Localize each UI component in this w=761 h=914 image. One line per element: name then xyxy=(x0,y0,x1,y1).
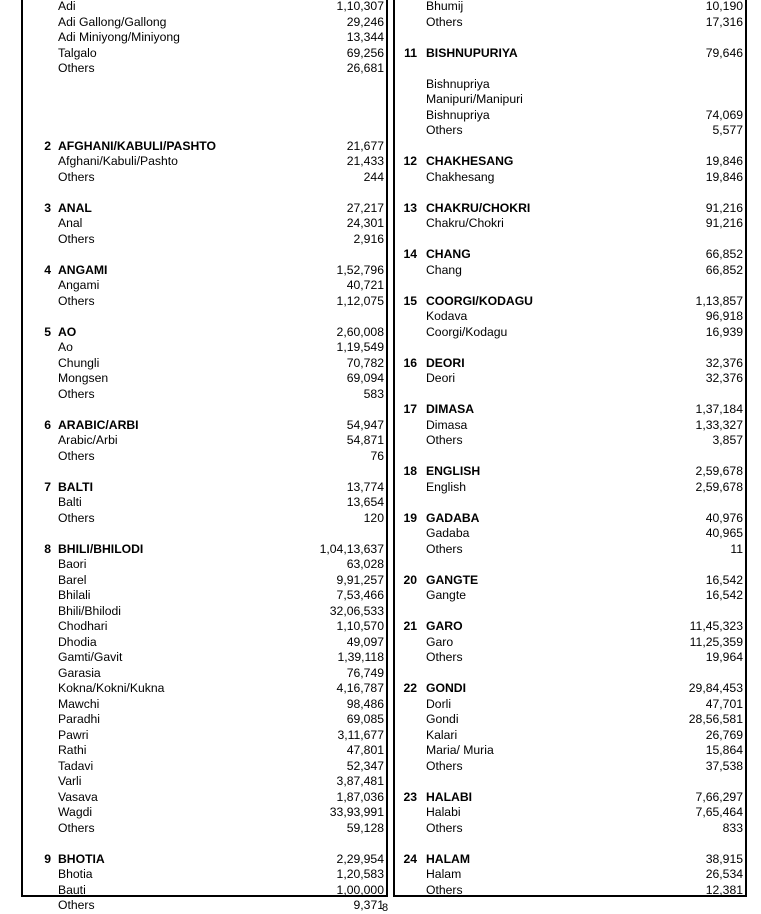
serial-number: 11 xyxy=(404,45,417,60)
mother-tongue-row xyxy=(23,216,386,232)
mother-tongue-row xyxy=(23,387,386,403)
mother-tongue-row xyxy=(395,821,745,837)
serial-number: 2 xyxy=(44,138,51,153)
speaker-count: 1,00,000 xyxy=(336,882,384,897)
speaker-count: 7,66,297 xyxy=(695,789,743,804)
language-group-row xyxy=(395,402,745,418)
language-name: GONDI xyxy=(426,681,466,695)
speaker-count: 11,45,323 xyxy=(689,619,743,633)
mother-tongue-row xyxy=(395,123,745,139)
serial-number: 19 xyxy=(403,510,417,525)
speaker-count: 1,10,307 xyxy=(336,0,384,13)
serial-number: 5 xyxy=(44,324,51,339)
mother-tongue-row xyxy=(395,743,745,759)
mother-tongue-row xyxy=(23,449,386,465)
language-group-row xyxy=(395,154,745,170)
mother-tongue-name: Baori xyxy=(58,557,87,571)
mother-tongue-name: Others xyxy=(58,898,95,912)
mother-tongue-name: Adi xyxy=(58,0,76,13)
mother-tongue-row xyxy=(23,170,386,186)
speaker-count: 16,542 xyxy=(705,572,743,587)
mother-tongue-name: Vasava xyxy=(58,789,98,804)
mother-tongue-row xyxy=(23,61,386,77)
mother-tongue-row xyxy=(23,495,386,511)
mother-tongue-name: Others xyxy=(58,293,95,308)
speaker-count: 29,84,453 xyxy=(688,681,743,695)
mother-tongue-name: Angami xyxy=(58,278,100,292)
speaker-count: 1,87,036 xyxy=(336,789,384,804)
mother-tongue-row xyxy=(395,759,745,775)
speaker-count: 21,433 xyxy=(346,154,384,168)
speaker-count: 1,19,549 xyxy=(336,340,384,354)
speaker-count: 2,916 xyxy=(353,231,384,246)
mother-tongue-row xyxy=(23,805,386,821)
mother-tongue-row xyxy=(23,46,386,62)
serial-number: 22 xyxy=(403,681,417,695)
mother-tongue-name: English xyxy=(426,479,466,494)
mother-tongue-row xyxy=(395,635,745,651)
mother-tongue-row xyxy=(395,309,745,325)
mother-tongue-name: Varli xyxy=(58,774,82,788)
mother-tongue-row xyxy=(23,30,386,46)
mother-tongue-row xyxy=(23,604,386,620)
language-group-row xyxy=(395,247,745,263)
speaker-count: 66,852 xyxy=(705,262,743,277)
speaker-count: 13,344 xyxy=(346,30,384,44)
mother-tongue-name: Kokna/Kokni/Kukna xyxy=(58,681,165,695)
language-name: HALAM xyxy=(426,851,471,866)
mother-tongue-name: Others xyxy=(426,123,463,137)
speaker-count: 244 xyxy=(363,169,384,184)
mother-tongue-row xyxy=(395,712,745,728)
language-name: AO xyxy=(58,324,77,339)
mother-tongue-name: Gamti/Gavit xyxy=(58,650,123,664)
language-name: GADABA xyxy=(426,510,480,525)
serial-number: 15 xyxy=(403,293,417,308)
language-name: BALTI xyxy=(58,479,93,494)
speaker-count: 833 xyxy=(722,820,743,835)
mother-tongue-name: Barel xyxy=(58,572,87,587)
language-group-row xyxy=(23,263,386,279)
mother-tongue-row xyxy=(23,340,386,356)
language-name: COORGI/KODAGU xyxy=(426,293,533,308)
speaker-count: 32,376 xyxy=(705,371,743,385)
mother-tongue-name: Deori xyxy=(426,371,456,385)
mother-tongue-name: Others xyxy=(58,231,95,246)
speaker-count: 15,864 xyxy=(705,743,743,757)
mother-tongue-row xyxy=(23,635,386,651)
mother-tongue-row xyxy=(23,650,386,666)
mother-tongue-row xyxy=(23,666,386,682)
language-name: ANGAMI xyxy=(58,262,108,277)
speaker-count: 2,60,008 xyxy=(336,324,384,339)
speaker-count: 91,216 xyxy=(705,216,743,230)
speaker-count: 59,128 xyxy=(346,820,384,835)
mother-tongue-row xyxy=(395,263,745,279)
mother-tongue-name: Others xyxy=(426,820,463,835)
speaker-count: 69,256 xyxy=(346,45,384,60)
speaker-count: 1,37,184 xyxy=(695,402,743,416)
mother-tongue-name: Others xyxy=(426,433,463,447)
mother-tongue-row xyxy=(23,619,386,635)
language-group-row xyxy=(23,480,386,496)
mother-tongue-row xyxy=(23,433,386,449)
serial-number: 14 xyxy=(403,247,417,261)
language-group-row xyxy=(23,852,386,868)
speaker-count: 11,25,359 xyxy=(689,634,743,649)
mother-tongue-name: Paradhi xyxy=(58,712,101,726)
serial-number: 6 xyxy=(44,417,51,432)
mother-tongue-name: Others xyxy=(58,386,95,401)
speaker-count: 47,701 xyxy=(705,696,743,711)
speaker-count: 54,871 xyxy=(346,433,384,447)
language-name: BHOTIA xyxy=(58,851,105,866)
mother-tongue-name: Bishnupriya xyxy=(426,76,490,91)
mother-tongue-name: Adi Gallong/Gallong xyxy=(58,14,167,29)
language-group-row xyxy=(395,201,745,217)
speaker-count: 29,246 xyxy=(346,14,384,29)
speaker-count: 26,769 xyxy=(705,727,743,742)
mother-tongue-row xyxy=(23,867,386,883)
mother-tongue-name: Gadaba xyxy=(426,526,470,540)
mother-tongue-row xyxy=(395,480,745,496)
speaker-count: 13,774 xyxy=(346,479,384,494)
language-name: HALABI xyxy=(426,789,473,804)
mother-tongue-name: Coorgi/Kodagu xyxy=(426,324,508,339)
mother-tongue-name: Others xyxy=(58,510,95,525)
serial-number: 23 xyxy=(403,789,417,804)
mother-tongue-row xyxy=(395,108,745,124)
mother-tongue-name: Chang xyxy=(426,262,462,277)
speaker-count: 1,33,327 xyxy=(695,417,743,432)
right-table-column xyxy=(393,0,747,897)
serial-number: 24 xyxy=(403,851,417,866)
serial-number: 4 xyxy=(44,262,51,277)
speaker-count: 32,376 xyxy=(705,355,743,370)
mother-tongue-row xyxy=(395,15,745,31)
mother-tongue-row xyxy=(23,356,386,372)
speaker-count: 79,646 xyxy=(705,45,743,60)
serial-number: 13 xyxy=(403,200,417,215)
speaker-count: 3,11,677 xyxy=(337,727,384,742)
serial-number: 17 xyxy=(403,402,417,416)
mother-tongue-row xyxy=(395,588,745,604)
mother-tongue-name: Chungli xyxy=(58,355,100,370)
mother-tongue-name: Dhodia xyxy=(58,634,97,649)
mother-tongue-name: Balti xyxy=(58,495,82,509)
speaker-count: 7,53,466 xyxy=(336,588,384,602)
speaker-count: 33,93,991 xyxy=(329,805,384,819)
mother-tongue-name: Chodhari xyxy=(58,619,108,633)
mother-tongue-row xyxy=(395,325,745,341)
speaker-count: 47,801 xyxy=(346,743,384,757)
speaker-count: 12,381 xyxy=(705,882,743,897)
mother-tongue-name: Pawri xyxy=(58,727,89,742)
speaker-count: 63,028 xyxy=(346,557,384,571)
language-name: ENGLISH xyxy=(426,464,481,478)
left-table-column xyxy=(21,0,388,912)
mother-tongue-row xyxy=(23,294,386,310)
mother-tongue-row xyxy=(23,557,386,573)
mother-tongue-name: Wagdi xyxy=(58,805,93,819)
language-group-row xyxy=(23,542,386,558)
language-name: BHILI/BHILODI xyxy=(58,541,144,556)
language-group-row xyxy=(395,464,745,480)
mother-tongue-row xyxy=(23,743,386,759)
mother-tongue-name: Bhilali xyxy=(58,588,91,602)
speaker-count: 1,20,583 xyxy=(336,867,384,881)
language-group-row xyxy=(395,46,745,62)
language-name: CHAKHESANG xyxy=(426,154,514,168)
language-name: AFGHANI/KABULI/PASHTO xyxy=(58,138,216,153)
mother-tongue-name: Bauti xyxy=(58,882,86,897)
speaker-count: 5,577 xyxy=(712,123,743,137)
speaker-count: 76,749 xyxy=(346,665,384,680)
mother-tongue-row xyxy=(395,650,745,666)
mother-tongue-name: Chakru/Chokri xyxy=(426,216,504,230)
mother-tongue-name: Bhotia xyxy=(58,867,93,881)
speaker-count: 1,39,118 xyxy=(337,650,384,664)
speaker-count: 28,56,581 xyxy=(688,712,743,726)
mother-tongue-name: Kodava xyxy=(426,309,468,323)
mother-tongue-row xyxy=(395,216,745,232)
mother-tongue-name: Garasia xyxy=(58,665,101,680)
mother-tongue-name: Dimasa xyxy=(426,417,468,432)
language-group-row xyxy=(395,511,745,527)
speaker-count: 52,347 xyxy=(346,758,384,773)
mother-tongue-row xyxy=(395,542,745,558)
speaker-count: 2,59,678 xyxy=(695,479,743,494)
speaker-count: 24,301 xyxy=(346,216,384,230)
mother-tongue-name: Anal xyxy=(58,216,83,230)
mother-tongue-row xyxy=(395,170,745,186)
mother-tongue-name: Others xyxy=(426,14,463,29)
mother-tongue-row xyxy=(395,805,745,821)
speaker-count: 2,29,954 xyxy=(336,851,384,866)
serial-number: 16 xyxy=(403,355,417,370)
mother-tongue-row xyxy=(23,821,386,837)
mother-tongue-row xyxy=(395,526,745,542)
mother-tongue-name: Tadavi xyxy=(58,758,94,773)
language-group-row xyxy=(395,573,745,589)
mother-tongue-row xyxy=(23,0,386,15)
speaker-count: 2,59,678 xyxy=(695,464,743,478)
language-group-row xyxy=(395,790,745,806)
mother-tongue-row xyxy=(23,232,386,248)
serial-number: 20 xyxy=(403,572,417,587)
speaker-count: 11 xyxy=(730,541,743,556)
speaker-count: 70,782 xyxy=(346,355,384,370)
speaker-count: 16,939 xyxy=(705,324,743,339)
speaker-count: 96,918 xyxy=(705,309,743,323)
language-group-row xyxy=(395,619,745,635)
speaker-count: 13,654 xyxy=(346,495,384,509)
mother-tongue-row xyxy=(23,883,386,899)
page-number: 8 xyxy=(382,902,389,914)
speaker-count: 4,16,787 xyxy=(336,681,384,695)
speaker-count: 16,542 xyxy=(705,588,743,602)
mother-tongue-row xyxy=(395,77,745,93)
language-name: ANAL xyxy=(58,200,92,215)
mother-tongue-row xyxy=(395,371,745,387)
speaker-count: 40,965 xyxy=(705,526,743,540)
mother-tongue-name: Others xyxy=(58,169,95,184)
mother-tongue-row xyxy=(23,15,386,31)
mother-tongue-row xyxy=(23,697,386,713)
language-name: GARO xyxy=(426,619,463,633)
speaker-count: 69,094 xyxy=(346,371,384,385)
serial-number: 21 xyxy=(403,619,417,633)
serial-number: 12 xyxy=(403,154,417,168)
language-name: GANGTE xyxy=(426,572,479,587)
language-name: DEORI xyxy=(426,355,465,370)
mother-tongue-name: Halam xyxy=(426,867,462,881)
mother-tongue-row xyxy=(23,573,386,589)
language-group-row xyxy=(395,852,745,868)
speaker-count: 120 xyxy=(363,510,384,525)
speaker-count: 21,677 xyxy=(346,138,384,153)
speaker-count: 3,87,481 xyxy=(336,774,384,788)
language-group-row xyxy=(395,681,745,697)
mother-tongue-name: Others xyxy=(426,882,463,897)
mother-tongue-row xyxy=(395,433,745,449)
mother-tongue-row xyxy=(395,418,745,434)
mother-tongue-row xyxy=(395,883,745,899)
speaker-count: 40,976 xyxy=(705,510,743,525)
mother-tongue-row xyxy=(23,154,386,170)
speaker-count: 1,04,13,637 xyxy=(319,541,384,556)
mother-tongue-row xyxy=(23,511,386,527)
speaker-count: 54,947 xyxy=(346,417,384,432)
speaker-count: 98,486 xyxy=(346,696,384,711)
speaker-count: 40,721 xyxy=(346,278,384,292)
mother-tongue-name: Mawchi xyxy=(58,696,100,711)
serial-number: 18 xyxy=(403,464,417,478)
mother-tongue-name: Bhumij xyxy=(426,0,464,13)
speaker-count: 7,65,464 xyxy=(695,805,743,819)
speaker-count: 38,915 xyxy=(705,851,743,866)
serial-number: 7 xyxy=(44,479,51,494)
mother-tongue-name: Chakhesang xyxy=(426,169,495,184)
language-group-row xyxy=(23,418,386,434)
mother-tongue-name: Manipuri/Manipuri xyxy=(426,92,523,106)
mother-tongue-name: Bhili/Bhilodi xyxy=(58,603,122,618)
mother-tongue-name: Halabi xyxy=(426,805,461,819)
speaker-count: 17,316 xyxy=(705,14,743,29)
language-name: DIMASA xyxy=(426,402,475,416)
language-name: CHANG xyxy=(426,247,471,261)
mother-tongue-row xyxy=(23,371,386,387)
mother-tongue-name: Mongsen xyxy=(58,371,109,385)
mother-tongue-name: Dorli xyxy=(426,696,452,711)
mother-tongue-name: Ao xyxy=(58,340,73,354)
mother-tongue-name: Gondi xyxy=(426,712,459,726)
speaker-count: 91,216 xyxy=(705,200,743,215)
mother-tongue-name: Bishnupriya xyxy=(426,107,490,122)
serial-number: 9 xyxy=(44,851,51,866)
mother-tongue-name: Others xyxy=(426,758,463,773)
speaker-count: 76 xyxy=(370,448,384,463)
speaker-count: 9,91,257 xyxy=(336,572,384,587)
speaker-count: 1,13,857 xyxy=(695,293,743,308)
language-group-row xyxy=(23,139,386,155)
mother-tongue-row xyxy=(23,588,386,604)
mother-tongue-name: Maria/ Muria xyxy=(426,743,494,757)
language-name: ARABIC/ARBI xyxy=(58,417,139,432)
mother-tongue-row xyxy=(395,0,745,15)
mother-tongue-row xyxy=(23,898,389,914)
speaker-count: 27,217 xyxy=(346,200,384,215)
speaker-count: 19,846 xyxy=(705,169,743,184)
mother-tongue-name: Gangte xyxy=(426,588,466,602)
mother-tongue-row xyxy=(23,790,386,806)
speaker-count: 26,681 xyxy=(346,61,384,75)
language-group-row xyxy=(23,201,386,217)
speaker-count: 69,085 xyxy=(346,712,384,726)
mother-tongue-name: Afghani/Kabuli/Pashto xyxy=(58,154,178,168)
language-group-row xyxy=(23,325,386,341)
mother-tongue-row xyxy=(23,759,386,775)
mother-tongue-name: Rathi xyxy=(58,743,87,757)
speaker-count: 26,534 xyxy=(705,867,743,881)
speaker-count: 1,12,075 xyxy=(336,293,384,308)
mother-tongue-row xyxy=(23,712,386,728)
mother-tongue-name: Talgalo xyxy=(58,45,97,60)
mother-tongue-name: Kalari xyxy=(426,727,458,742)
speaker-count: 19,846 xyxy=(705,154,743,168)
mother-tongue-name: Others xyxy=(58,61,95,75)
speaker-count: 1,52,796 xyxy=(336,262,384,277)
speaker-count: 74,069 xyxy=(705,107,743,122)
mother-tongue-name: Others xyxy=(426,541,463,556)
speaker-count: 1,10,570 xyxy=(336,619,384,633)
speaker-count: 10,190 xyxy=(705,0,743,13)
mother-tongue-row xyxy=(23,728,386,744)
language-name: CHAKRU/CHOKRI xyxy=(426,200,531,215)
mother-tongue-name: Adi Miniyong/Miniyong xyxy=(58,30,180,44)
mother-tongue-name: Others xyxy=(58,448,95,463)
mother-tongue-name: Others xyxy=(58,820,95,835)
language-name: BISHNUPURIYA xyxy=(426,45,518,60)
speaker-count: 583 xyxy=(363,386,384,401)
serial-number: 8 xyxy=(44,541,51,556)
speaker-count: 49,097 xyxy=(346,634,384,649)
mother-tongue-name: Arabic/Arbi xyxy=(58,433,118,447)
mother-tongue-row xyxy=(23,278,386,294)
mother-tongue-name: Others xyxy=(426,650,463,664)
mother-tongue-row xyxy=(395,728,745,744)
mother-tongue-name: Garo xyxy=(426,634,454,649)
speaker-count: 37,538 xyxy=(705,758,743,773)
speaker-count: 3,857 xyxy=(712,433,743,447)
serial-number: 3 xyxy=(44,200,51,215)
speaker-count: 19,964 xyxy=(705,650,743,664)
mother-tongue-row xyxy=(23,681,386,697)
mother-tongue-row xyxy=(395,697,745,713)
mother-tongue-row xyxy=(395,92,745,108)
mother-tongue-row xyxy=(395,867,745,883)
language-group-row xyxy=(395,294,745,310)
language-group-row xyxy=(395,356,745,372)
speaker-count: 66,852 xyxy=(705,247,743,261)
speaker-count: 32,06,533 xyxy=(329,603,384,618)
mother-tongue-row xyxy=(23,774,386,790)
speaker-count: 9,371 xyxy=(353,898,384,912)
